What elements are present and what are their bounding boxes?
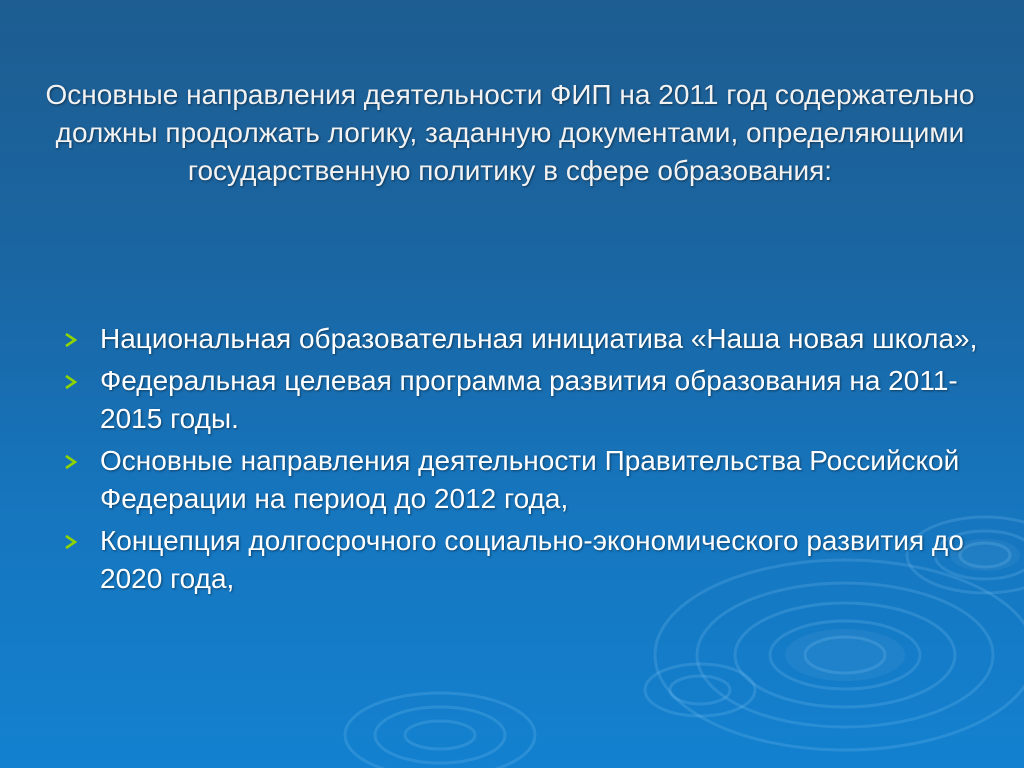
bullet-list xyxy=(62,320,982,602)
bullet-text: Федеральная целевая программа развития образования на 2011-2015 годы. xyxy=(100,365,958,434)
bullet-item xyxy=(62,320,982,358)
bullet-text: Концепция долгосрочного социально-экономического развития до 2020 года, xyxy=(100,525,964,594)
bullet-text: Основные направления деятельности Правительства Российской Федерации на период до 2012 года, xyxy=(100,445,960,514)
bullet-item xyxy=(62,362,982,438)
bullet-text: Национальная образовательная инициатива «Наша новая школа», xyxy=(100,323,978,354)
chevron-right-icon xyxy=(64,454,78,470)
chevron-right-icon xyxy=(64,534,78,550)
chevron-right-icon xyxy=(64,332,78,348)
bullet-item xyxy=(62,442,982,518)
slide-title: Основные направления деятельности ФИП на 2011 год содержательно должны продолжать логику, заданную документами, определяющими государственную политику в сфере образования: xyxy=(45,79,975,186)
bullet-item xyxy=(62,522,982,598)
chevron-right-icon xyxy=(64,374,78,390)
